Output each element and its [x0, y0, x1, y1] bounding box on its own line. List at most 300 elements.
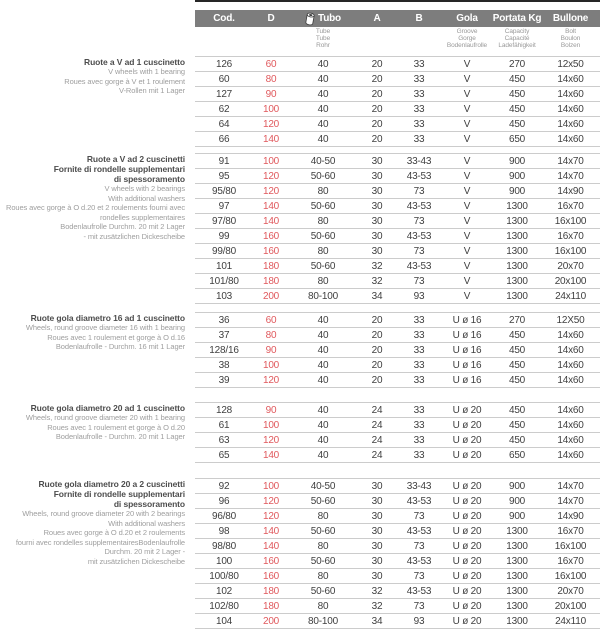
table-row — [195, 169, 600, 184]
cell-b: 33 — [413, 314, 425, 326]
cell-a: 20 — [371, 314, 383, 326]
cell-cod: 128 — [215, 404, 233, 416]
cell-cod: 97/80 — [211, 215, 237, 227]
cell-a: 20 — [371, 88, 383, 100]
sublabel: Boulon — [560, 35, 581, 42]
cell-tubo: 40 — [317, 449, 329, 461]
column-header-bullone — [541, 13, 600, 24]
cell-d: 120 — [262, 170, 280, 182]
group-rows — [195, 56, 600, 147]
cell-cod: 98 — [218, 525, 230, 537]
cell-b: 33 — [413, 329, 425, 341]
cell-d: 200 — [262, 290, 280, 302]
cell-b: 43-53 — [406, 585, 432, 597]
cell-a: 30 — [371, 570, 383, 582]
column-header-portata — [493, 13, 541, 24]
cell-b: 33 — [413, 133, 425, 145]
cell-tubo: 50-60 — [310, 200, 336, 212]
cell-portata: 1300 — [506, 525, 528, 537]
cell-cod: 101/80 — [209, 275, 239, 287]
cell-b: 33 — [413, 434, 425, 446]
cell-b: 33 — [413, 58, 425, 70]
cell-bullone: 14x60 — [557, 359, 584, 371]
cell-gola: V — [463, 155, 471, 167]
cell-gola: V — [463, 230, 471, 242]
cell-d: 140 — [262, 525, 280, 537]
cell-gola: V — [463, 118, 471, 130]
table-row — [195, 433, 600, 448]
group-description-line: Roues avec 1 roulement et gorge à O d.20 — [47, 422, 185, 432]
cell-b: 43-53 — [406, 555, 432, 567]
cell-b: 33-43 — [406, 155, 432, 167]
column-header-d — [253, 13, 289, 24]
group-title-line: Ruote a V ad 2 cuscinetti — [86, 154, 185, 164]
cell-cod: 63 — [218, 434, 230, 446]
cell-tubo: 80 — [317, 540, 329, 552]
cell-d: 80 — [265, 329, 277, 341]
group-title-line: di spessoramento — [113, 174, 185, 184]
cell-d: 140 — [262, 215, 280, 227]
product-group-3 — [0, 312, 600, 388]
column-header-label: Tubo — [318, 13, 341, 24]
cell-a: 24 — [371, 419, 383, 431]
cell-a: 30 — [371, 185, 383, 197]
cell-portata: 450 — [508, 374, 526, 386]
table-row — [195, 57, 600, 72]
sublabels-portata — [493, 28, 541, 50]
cell-tubo: 40 — [317, 133, 329, 145]
cell-gola: V — [463, 88, 471, 100]
cell-b: 33-43 — [406, 480, 432, 492]
cell-tubo: 50-60 — [310, 260, 336, 272]
cell-bullone: 16x70 — [557, 555, 584, 567]
cell-d: 60 — [265, 314, 277, 326]
cell-a: 30 — [371, 480, 383, 492]
table-row — [195, 569, 600, 584]
sublabel: Ladefähigkeit — [498, 42, 536, 49]
group-description-line: Roues avec gorge à O d.20 et 2 roulements fourni avec — [6, 203, 185, 212]
cell-portata: 1300 — [506, 570, 528, 582]
table-row — [195, 539, 600, 554]
cell-a: 24 — [371, 434, 383, 446]
cell-portata: 270 — [508, 314, 526, 326]
cell-portata: 1300 — [506, 600, 528, 612]
sublabels-bullone — [541, 28, 600, 50]
table-row — [195, 524, 600, 539]
cell-b: 93 — [413, 290, 425, 302]
cell-d: 140 — [262, 449, 280, 461]
cell-bullone: 20x100 — [554, 600, 587, 612]
cell-cod: 102/80 — [209, 600, 239, 612]
cell-tubo: 40-50 — [310, 155, 336, 167]
cell-tubo: 40 — [317, 314, 329, 326]
cell-tubo: 40 — [317, 329, 329, 341]
cell-tubo: 40 — [317, 404, 329, 416]
group-title-line: Fornite di rondelle supplementari — [53, 164, 185, 174]
group-title-line: Fornite di rondelle supplementari — [53, 489, 185, 499]
cell-tubo: 40 — [317, 58, 329, 70]
cell-bullone: 14x90 — [557, 510, 584, 522]
cell-gola: U ø 20 — [452, 449, 482, 461]
cell-bullone: 16x70 — [557, 230, 584, 242]
cell-d: 200 — [262, 615, 280, 627]
group-description-line: V wheels with 1 bearing — [108, 67, 185, 76]
cell-tubo: 40 — [317, 344, 329, 356]
cell-portata: 1300 — [506, 615, 528, 627]
table-header-bar — [195, 10, 600, 27]
cell-gola: U ø 20 — [452, 525, 482, 537]
cell-tubo: 80 — [317, 600, 329, 612]
cell-b: 73 — [413, 540, 425, 552]
sublabel: Gorge — [458, 35, 476, 42]
cell-tubo: 40 — [317, 103, 329, 115]
cell-bullone: 14x60 — [557, 434, 584, 446]
cell-bullone: 14x90 — [557, 185, 584, 197]
cell-a: 30 — [371, 495, 383, 507]
cell-tubo: 40-50 — [310, 480, 336, 492]
sublabels-a — [357, 28, 397, 50]
cell-portata: 1300 — [506, 230, 528, 242]
cell-bullone: 16x100 — [554, 570, 587, 582]
cell-tubo: 40 — [317, 118, 329, 130]
cell-gola: U ø 20 — [452, 434, 482, 446]
sublabels-tubo — [289, 28, 357, 50]
cell-cod: 97 — [218, 200, 230, 212]
cell-gola: U ø 20 — [452, 615, 482, 627]
cell-bullone: 12x50 — [557, 58, 584, 70]
cell-portata: 650 — [508, 449, 526, 461]
top-border-line — [195, 0, 600, 2]
group-description-line: rondelles supplementaires — [99, 212, 185, 222]
group-rows — [195, 402, 600, 463]
cell-b: 43-53 — [406, 170, 432, 182]
cell-gola: U ø 16 — [452, 329, 482, 341]
column-header-tubo — [289, 12, 357, 26]
cell-cod: 36 — [218, 314, 230, 326]
sublabel: Bolzen — [560, 42, 581, 49]
cell-bullone: 24x110 — [555, 290, 586, 302]
cell-tubo: 40 — [317, 88, 329, 100]
table-row — [195, 328, 600, 343]
group-title-line: Ruote gola diametro 20 a 2 cuscinetti — [38, 479, 185, 489]
table-row — [195, 479, 600, 494]
cell-cod: 91 — [218, 155, 230, 167]
cell-a: 24 — [371, 449, 383, 461]
table-row — [195, 132, 600, 147]
cell-tubo: 50-60 — [310, 585, 336, 597]
column-header-label: D — [267, 13, 275, 24]
cell-b: 73 — [413, 185, 425, 197]
cell-gola: U ø 16 — [452, 359, 482, 371]
group-description-line: V-Rollen mit 1 Lager — [119, 86, 185, 95]
cell-a: 20 — [371, 329, 383, 341]
cell-cod: 99/80 — [211, 245, 237, 257]
cell-cod: 95/80 — [211, 185, 237, 197]
cell-d: 120 — [262, 185, 280, 197]
table-row — [195, 184, 600, 199]
cell-bullone: 20x100 — [554, 275, 587, 287]
table-row — [195, 229, 600, 244]
cell-gola: U ø 16 — [452, 314, 482, 326]
table-row — [195, 448, 600, 463]
group-description-line: Bodenlaufrolle - Durchm. 16 mit 1 Lager — [55, 342, 185, 351]
sublabels-d — [253, 28, 289, 50]
cell-portata: 900 — [508, 155, 526, 167]
cell-b: 33 — [413, 344, 425, 356]
cell-cod: 127 — [215, 88, 233, 100]
table-header-sublabels — [195, 28, 600, 50]
cell-cod: 39 — [218, 374, 230, 386]
cell-tubo: 50-60 — [310, 555, 336, 567]
cell-bullone: 16x70 — [557, 200, 584, 212]
group-description-line: Roues avec 1 roulement et gorge à O d.16 — [47, 332, 185, 342]
cell-gola: V — [463, 260, 471, 272]
cell-gola: U ø 20 — [452, 555, 482, 567]
cell-cod: 98/80 — [211, 540, 237, 552]
cell-gola: U ø 20 — [452, 480, 482, 492]
cell-d: 120 — [262, 118, 280, 130]
cell-b: 73 — [413, 215, 425, 227]
cell-bullone: 14x60 — [557, 419, 584, 431]
group-description-line: Roues avec gorge à O d.20 et 2 roulements — [43, 528, 185, 537]
cell-cod: 102 — [215, 585, 233, 597]
cell-d: 160 — [262, 570, 280, 582]
cell-a: 30 — [371, 155, 383, 167]
cell-a: 30 — [371, 245, 383, 257]
cell-a: 32 — [371, 260, 383, 272]
cell-cod: 103 — [215, 290, 233, 302]
cell-d: 180 — [262, 260, 280, 272]
cell-d: 120 — [262, 510, 280, 522]
cell-b: 33 — [413, 404, 425, 416]
cell-a: 20 — [371, 73, 383, 85]
cell-d: 160 — [262, 245, 280, 257]
group-label — [0, 312, 195, 388]
cell-bullone: 14x60 — [557, 374, 584, 386]
cell-a: 34 — [371, 615, 383, 627]
cell-cod: 100 — [215, 555, 233, 567]
group-description-line: - mit zusätzlichen Dickescheibe — [83, 231, 185, 241]
cell-gola: U ø 20 — [452, 510, 482, 522]
cell-tubo: 80 — [317, 275, 329, 287]
cell-portata: 450 — [508, 419, 526, 431]
sublabels-b — [397, 28, 441, 50]
cell-cod: 99 — [218, 230, 230, 242]
table-row — [195, 274, 600, 289]
cell-a: 20 — [371, 133, 383, 145]
cell-bullone: 20x70 — [557, 260, 584, 272]
cell-tubo: 80-100 — [308, 290, 338, 302]
cell-tubo: 40 — [317, 434, 329, 446]
cell-d: 90 — [265, 404, 277, 416]
column-header-a — [357, 13, 397, 24]
cell-cod: 95 — [218, 170, 230, 182]
table-row — [195, 154, 600, 169]
group-description-line: Roues avec gorge à V et 1 roulement — [64, 76, 185, 86]
cell-portata: 1300 — [506, 200, 528, 212]
table-row — [195, 509, 600, 524]
cell-bullone: 14x60 — [557, 329, 584, 341]
cell-a: 20 — [371, 374, 383, 386]
cell-a: 34 — [371, 290, 383, 302]
cell-a: 30 — [371, 555, 383, 567]
cell-b: 33 — [413, 103, 425, 115]
cell-d: 180 — [262, 275, 280, 287]
cell-portata: 450 — [508, 404, 526, 416]
cell-d: 140 — [262, 133, 280, 145]
cell-tubo: 40 — [317, 73, 329, 85]
cell-tubo: 80 — [317, 245, 329, 257]
cell-d: 100 — [262, 103, 280, 115]
cell-d: 100 — [262, 480, 280, 492]
cell-bullone: 14x70 — [557, 495, 584, 507]
cell-tubo: 50-60 — [310, 525, 336, 537]
column-header-b — [397, 13, 441, 24]
cell-portata: 1300 — [506, 245, 528, 257]
cell-tubo: 80-100 — [308, 615, 338, 627]
product-group-5 — [0, 478, 600, 629]
column-header-gola — [441, 13, 493, 24]
sublabel: Tube — [315, 28, 331, 35]
cell-tubo: 50-60 — [310, 170, 336, 182]
cell-a: 30 — [371, 170, 383, 182]
cell-a: 20 — [371, 103, 383, 115]
table-row — [195, 214, 600, 229]
cell-portata: 270 — [508, 58, 526, 70]
table-row — [195, 614, 600, 629]
cell-bullone: 14x60 — [557, 449, 584, 461]
cell-portata: 900 — [508, 170, 526, 182]
cell-b: 43-53 — [406, 230, 432, 242]
table-row — [195, 554, 600, 569]
cell-portata: 450 — [508, 359, 526, 371]
cell-gola: V — [463, 170, 471, 182]
cell-d: 180 — [262, 600, 280, 612]
cell-d: 160 — [262, 555, 280, 567]
cell-bullone: 14x60 — [557, 118, 584, 130]
group-description-line: Wheels, round groove diameter 20 with 1 bearing — [25, 413, 185, 422]
column-header-label: Bullone — [552, 13, 589, 24]
cell-b: 93 — [413, 615, 425, 627]
cell-a: 20 — [371, 344, 383, 356]
cell-b: 73 — [413, 570, 425, 582]
cell-gola: U ø 20 — [452, 540, 482, 552]
sublabel: Capacity — [504, 28, 530, 35]
cell-cod: 96 — [218, 495, 230, 507]
group-title-line: di spessoramento — [113, 499, 185, 509]
group-title-line: Ruote a V ad 1 cuscinetto — [84, 57, 185, 67]
cell-tubo: 80 — [317, 570, 329, 582]
sublabel: Tube — [315, 35, 331, 42]
cell-gola: V — [463, 200, 471, 212]
sublabel: Bodenlaufrolle — [446, 42, 488, 49]
cell-d: 140 — [262, 200, 280, 212]
table-row — [195, 599, 600, 614]
cell-portata: 450 — [508, 434, 526, 446]
table-row — [195, 199, 600, 214]
table-row — [195, 494, 600, 509]
cell-bullone: 16x100 — [554, 540, 587, 552]
cell-gola: U ø 20 — [452, 570, 482, 582]
cell-gola: U ø 16 — [452, 344, 482, 356]
cell-cod: 60 — [218, 73, 230, 85]
cell-gola: U ø 20 — [452, 600, 482, 612]
cell-b: 33 — [413, 118, 425, 130]
cell-d: 90 — [265, 88, 277, 100]
cell-cod: 128/16 — [209, 344, 239, 356]
sublabels-cod — [195, 28, 253, 50]
cell-gola: U ø 20 — [452, 404, 482, 416]
cell-tubo: 40 — [317, 419, 329, 431]
cell-bullone: 14x60 — [557, 404, 584, 416]
cell-portata: 1300 — [506, 290, 528, 302]
table-row — [195, 584, 600, 599]
cell-gola: V — [463, 73, 471, 85]
cell-bullone: 14x60 — [557, 103, 584, 115]
cell-d: 100 — [262, 419, 280, 431]
cell-b: 33 — [413, 374, 425, 386]
cell-d: 120 — [262, 495, 280, 507]
cell-cod: 64 — [218, 118, 230, 130]
cell-bullone: 12X50 — [556, 314, 585, 326]
cell-gola: V — [463, 245, 471, 257]
cell-portata: 450 — [508, 329, 526, 341]
table-row — [195, 259, 600, 274]
table-row — [195, 358, 600, 373]
group-title-line: Ruote gola diametro 16 ad 1 cuscinetto — [30, 313, 185, 323]
cell-gola: V — [463, 58, 471, 70]
cell-cod: 37 — [218, 329, 230, 341]
cell-d: 100 — [262, 155, 280, 167]
cell-bullone: 24x110 — [555, 615, 586, 627]
cell-a: 20 — [371, 118, 383, 130]
cell-portata: 450 — [508, 88, 526, 100]
table-row — [195, 87, 600, 102]
column-header-label: Cod. — [213, 13, 235, 24]
cell-a: 30 — [371, 230, 383, 242]
cell-b: 43-53 — [406, 200, 432, 212]
cell-portata: 650 — [508, 133, 526, 145]
table-row — [195, 313, 600, 328]
cell-d: 100 — [262, 359, 280, 371]
cell-bullone: 16x70 — [557, 525, 584, 537]
group-description-line: With additional washers — [108, 193, 185, 203]
group-description-line: Bodenlaufrolle Durchm. 20 mit 2 Lager — [60, 222, 185, 231]
column-header-label: B — [415, 13, 423, 24]
cell-b: 43-53 — [406, 525, 432, 537]
group-description-line: mit zusätzlichen Dickescheibe — [87, 556, 185, 566]
table-row — [195, 244, 600, 259]
cell-cod: 65 — [218, 449, 230, 461]
cell-portata: 450 — [508, 103, 526, 115]
group-title-line: Ruote gola diametro 20 ad 1 cuscinetto — [30, 403, 185, 413]
cell-bullone: 14x60 — [557, 88, 584, 100]
cell-tubo: 50-60 — [310, 495, 336, 507]
table-row — [195, 373, 600, 388]
table-row — [195, 72, 600, 87]
cell-portata: 900 — [508, 185, 526, 197]
cell-d: 120 — [262, 374, 280, 386]
cell-tubo: 80 — [317, 215, 329, 227]
cell-portata: 900 — [508, 480, 526, 492]
cell-b: 33 — [413, 88, 425, 100]
cell-d: 180 — [262, 585, 280, 597]
product-group-1 — [0, 56, 600, 147]
cell-tubo: 40 — [317, 374, 329, 386]
sublabel: Groove — [456, 28, 478, 35]
cell-a: 20 — [371, 58, 383, 70]
cell-tubo: 50-60 — [310, 230, 336, 242]
